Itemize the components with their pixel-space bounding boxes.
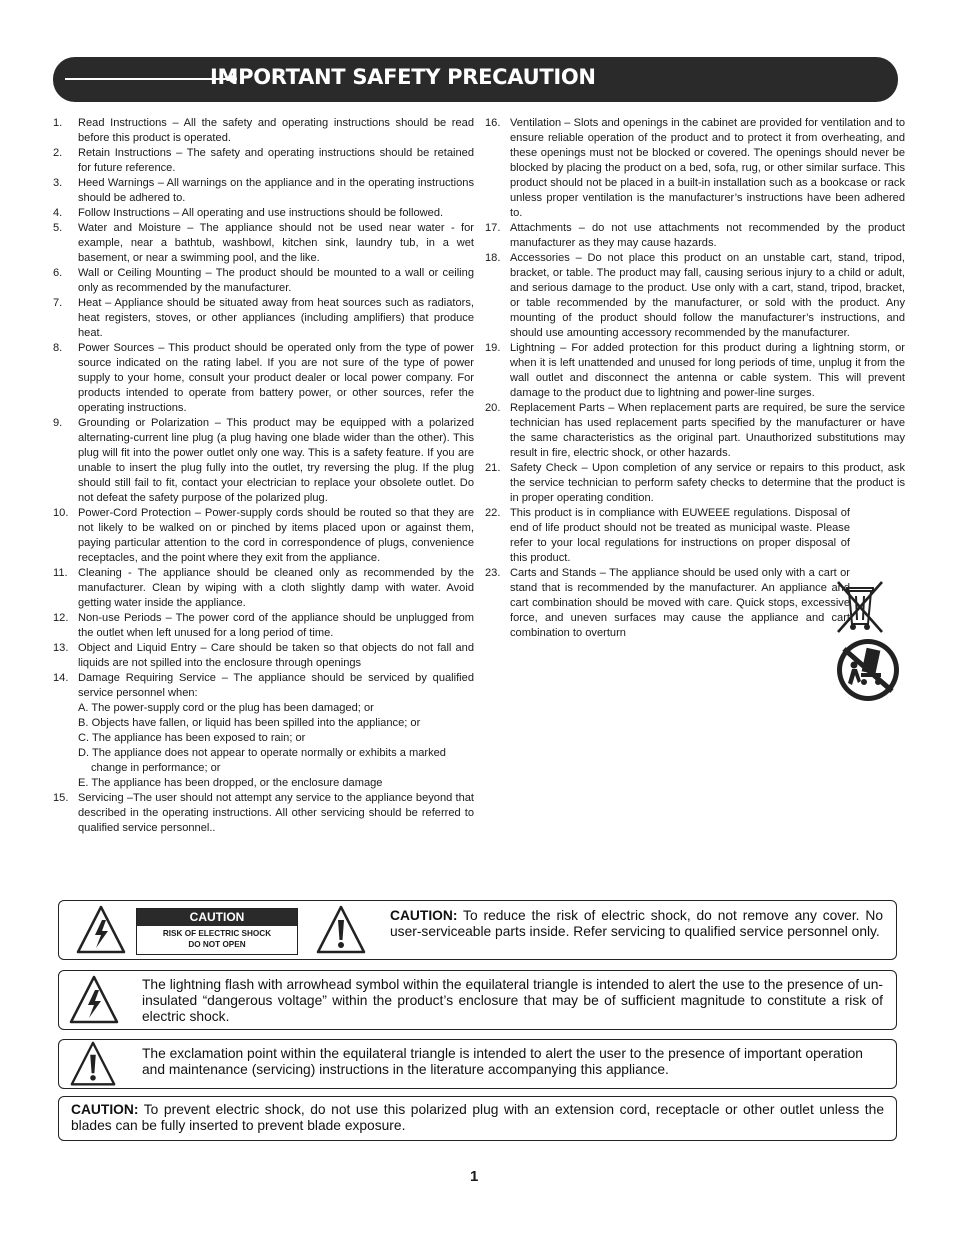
list-item: 11. Cleaning - The appliance should be cleaned only as recommended by the manufacturer. Clean by wiping with a cloth slightly damp with water. Avoid getting water inside the appliance.: [53, 567, 474, 609]
caution-label: CAUTION RISK OF ELECTRIC SHOCK DO NOT OPEN: [136, 908, 298, 955]
list-item: 17. Attachments – do not use attachments not recommended by the product manufacturer as they may cause hazards.: [485, 222, 905, 249]
weee-crossed-bin-icon: [832, 578, 888, 636]
list-item: 8. Power Sources – This product should be operated only from the type of power source indicated on the rating label. If you are not sure of the type of power supply to your home, consult your product dealer or local power company. For products intended to operate from battery power, or other sources, refer the operating instructions.: [53, 342, 474, 414]
sub-item: D. The appliance does not appear to operate normally or exhibits a marked change in performance; or: [78, 747, 446, 774]
list-item: 15. Servicing –The user should not attempt any service to the appliance beyond that described in the operating instructions. All other servicing should be referred to qualified service personnel..: [53, 792, 474, 834]
lightning-explanation-text: The lightning flash with arrowhead symbol within the equilateral triangle is intended to alert the use to the presence of un-insulated “dangerous voltage” within the product’s enclosure that may be of sufficient magnitude to constitute a risk of electric shock.: [142, 977, 883, 1024]
list-item: 4. Follow Instructions – All operating and use instructions should be followed.: [53, 207, 444, 219]
list-item: 5. Water and Moisture – The appliance should not be used near water - for example, near a bathtub, washbowl, kitchen sink, laundry tub, in a wet basement, or near a swimming pool, and the like.: [53, 222, 474, 264]
list-item: 22. This product is in compliance with EUWEEE regulations. Disposal of end of life product should not be treated as municipal waste. Please refer to your local regulations for instructions on proper disposal of this product.: [485, 507, 850, 564]
exclamation-explanation-text: The exclamation point within the equilateral triangle is intended to alert the user to the presence of important operation and maintenance (servicing) instructions in the literature accompanying this appliance.: [142, 1046, 863, 1077]
list-item: 12. Non-use Periods – The power cord of the appliance should be unplugged from the outlet when left unused for a long period of time.: [53, 612, 474, 639]
list-item: 19. Lightning – For added protection for this product during a lightning storm, or when it is left unattended and unused for long periods of time, unplug it from the wall outlet and disconnect the antenna or cable system. This will prevent damage to the product due to lightning and power-line surges.: [485, 342, 905, 399]
list-item: 1. Read Instructions – All the safety and operating instructions should be read before this product is operated.: [53, 117, 474, 144]
list-item: 2. Retain Instructions – The safety and operating instructions should be retained for future reference.: [53, 147, 474, 174]
header-bar: [53, 57, 898, 102]
sub-item: A. The power-supply cord or the plug has been damaged; or: [78, 702, 374, 714]
page-title: IMPORTANT SAFETY PRECAUTION: [210, 65, 596, 89]
right-column: [485, 116, 905, 641]
list-item: 7. Heat – Appliance should be situated away from heat sources such as radiators, heat registers, stoves, or other appliances (including amplifiers) that produce heat.: [53, 297, 474, 339]
sub-item: E. The appliance has been dropped, or the enclosure damage: [78, 777, 383, 789]
list-item: 14. Damage Requiring Service – The appliance should be serviced by qualified service personnel when:: [53, 672, 474, 699]
cart-tip-over-icon: [834, 637, 902, 703]
list-item: 20. Replacement Parts – When replacement parts are required, be sure the service technician has used replacement parts specified by the manufacturer or have the same characteristics as the original part. Unauthorized substitutions may result in fire, electric shock, or other hazards.: [485, 402, 905, 459]
list-item: 6. Wall or Ceiling Mounting – The product should be mounted to a wall or ceiling only as recommended by the manufacturer.: [53, 267, 474, 294]
list-item: 3. Heed Warnings – All warnings on the appliance and in the operating instructions should be adhered to.: [53, 177, 474, 204]
lightning-triangle-icon: [75, 904, 127, 956]
page-number: 1: [470, 1168, 479, 1185]
list-item: 21. Safety Check – Upon completion of any service or repairs to this product, ask the service technician to perform safety checks to determine that the product is in proper operating condition.: [485, 462, 905, 504]
list-item: 13. Object and Liquid Entry – Care should be taken so that objects do not fall and liquids are not spilled into the enclosure through openings: [53, 642, 474, 669]
lightning-triangle-icon: [68, 974, 120, 1026]
sub-item: B. Objects have fallen, or liquid has been spilled into the appliance; or: [78, 717, 421, 729]
exclamation-triangle-icon: [315, 904, 367, 956]
exclamation-triangle-icon: [68, 1040, 118, 1088]
list-item: 18. Accessories – Do not place this product on an unstable cart, stand, tripod, bracket, or table. The product may fall, causing serious injury to a child or adult, and serious damage to the product. Use only with a cart, stand, tripod, bracket, or table recommended by the manufacturer, or sold with the product. Any mounting of the product should follow the manufacturer’s instructions, and should use amounting accessory recommended by the manufacturer.: [485, 252, 905, 339]
sub-item: C. The appliance has been exposed to rain; or: [78, 732, 306, 744]
caution-cover-text: CAUTION: To reduce the risk of electric shock, do not remove any cover. No user-serviceable parts inside. Refer servicing to qualified service personnel only.: [390, 908, 883, 939]
list-item: 10. Power-Cord Protection – Power-supply cords should be routed so that they are not likely to be walked on or pinched by items placed upon or against them, paying particular attention to the cord in correspondence of plugs, convenience receptacles, and the point where they exit from the appliance.: [53, 507, 474, 564]
polarized-plug-caution-text: CAUTION: To prevent electric shock, do not use this polarized plug with an extension cord, receptacle or other outlet unless the blades can be fully inserted to prevent blade exposure.: [71, 1102, 884, 1133]
list-item: 9. Grounding or Polarization – This product may be equipped with a polarized alternating-current line plug (a plug having one blade wider than the other). This plug will fit into the power outlet only one way. This is a safety feature. If you are unable to insert the plug fully into the outlet, try reversing the plug. If the plug should still fail to fit, contact your electrician to replace your obsolete outlet. Do not defeat the safety purpose of the polarized plug.: [53, 417, 474, 504]
list-item: 23. Carts and Stands – The appliance should be used only with a cart or stand that is recommended by the manufacturer. An appliance and cart combination should be moved with care. Quick stops, excessive force, and uneven surfaces may cause the appliance and cart combination to overturn: [485, 567, 850, 639]
left-column: [53, 116, 474, 836]
header-line: [65, 78, 232, 80]
list-item: 16. Ventilation – Slots and openings in the cabinet are provided for ventilation and to ensure reliable operation of the product and to protect it from overheating, and these openings must not be blocked or covered. The openings should never be blocked by placing the product on a bed, sofa, rug, or other similar surface. This product should not be placed in a built-in installation such as a bookcase or rack unless proper ventilation is the manufacturer’s instructions have been adhered to.: [485, 117, 905, 219]
